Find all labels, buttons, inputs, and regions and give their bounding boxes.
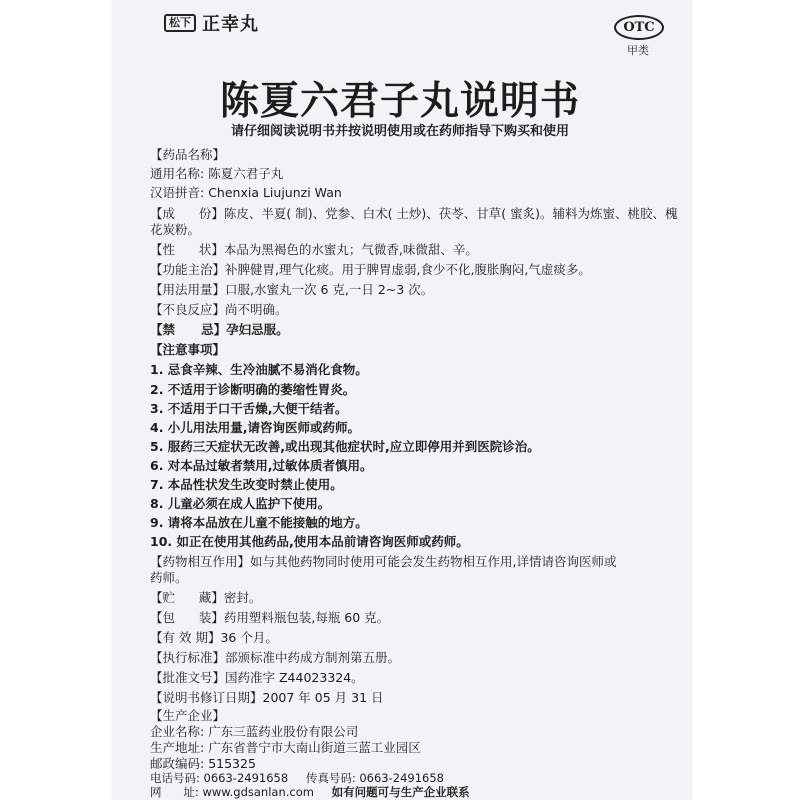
generic-name-value: 陈夏六君子丸 bbox=[208, 166, 284, 181]
interactions-value: 如与其他药物同时使用可能会发生药物相互作用,详情请咨询医师或 bbox=[250, 554, 617, 569]
ingredients-row bbox=[150, 206, 678, 222]
package-row bbox=[150, 610, 389, 626]
package-label: 【包 装】 bbox=[150, 610, 224, 625]
precaution-item: 10. 如正在使用其他药品,使用本品前请咨询医师或药师。 bbox=[150, 534, 469, 549]
drug-name-heading: 【药品名称】 bbox=[150, 147, 226, 162]
generic-name-label: 通用名称: bbox=[150, 166, 205, 181]
web-row bbox=[150, 784, 470, 800]
interactions-row bbox=[150, 554, 617, 570]
properties-label: 【性 状】 bbox=[150, 242, 224, 257]
address-row bbox=[150, 740, 421, 756]
interactions-label: 【药物相互作用】 bbox=[150, 554, 251, 569]
precaution-item: 6. 对本品过敏者禁用,过敏体质者慎用。 bbox=[150, 458, 373, 473]
company-row bbox=[150, 724, 358, 740]
dosage-row bbox=[150, 282, 433, 298]
pinyin-row bbox=[150, 185, 342, 201]
adverse-row bbox=[150, 302, 288, 318]
precaution-item: 7. 本品性状发生改变时禁止使用。 bbox=[150, 477, 343, 492]
company-value: 广东三蓝药业股份有限公司 bbox=[208, 724, 359, 739]
indications-label: 【功能主治】 bbox=[150, 262, 226, 277]
precaution-item: 4. 小儿用法用量,请咨询医师或药师。 bbox=[150, 420, 361, 435]
approval-label: 【批准文号】 bbox=[150, 670, 226, 685]
storage-label: 【贮 藏】 bbox=[150, 590, 224, 605]
revision-label: 【说明书修订日期】 bbox=[150, 690, 263, 705]
brand-name: 正幸丸 bbox=[202, 14, 259, 35]
web-value: www.gdsanlan.com bbox=[202, 785, 314, 799]
footer-note: 如有问题可与生产企业联系 bbox=[331, 785, 470, 799]
brand-logo bbox=[164, 12, 259, 34]
indications-row bbox=[150, 262, 591, 278]
standard-value: 部颁标准中药成方制剂第五册。 bbox=[225, 650, 401, 665]
revision-value: 2007 年 05 月 31 日 bbox=[262, 690, 384, 705]
dosage-value: 口服,水蜜丸一次 6 克,一日 2~3 次。 bbox=[225, 282, 434, 297]
company-label: 企业名称: bbox=[150, 724, 205, 739]
validity-label: 【有 效 期】 bbox=[150, 630, 221, 645]
precaution-item: 1. 忌食辛辣、生冷油腻不易消化食物。 bbox=[150, 362, 368, 377]
storage-value: 密封。 bbox=[223, 590, 262, 605]
storage-row bbox=[150, 590, 261, 606]
generic-name-row bbox=[150, 166, 283, 182]
precaution-item: 2. 不适用于诊断明确的萎缩性胃炎。 bbox=[150, 382, 356, 397]
phone-label: 电话号码: bbox=[150, 771, 200, 785]
precautions-heading: 【注意事项】 bbox=[150, 342, 226, 357]
precaution-item: 8. 儿童必须在成人监护下使用。 bbox=[150, 496, 331, 511]
web-label: 网 址: bbox=[150, 785, 199, 799]
validity-row bbox=[150, 630, 278, 646]
postal-value: 515325 bbox=[208, 756, 256, 771]
standard-row bbox=[150, 650, 400, 666]
postal-label: 邮政编码: bbox=[150, 756, 205, 771]
precaution-item: 5. 服药三天症状无改善,或出现其他症状时,应立即停用并到医院诊治。 bbox=[150, 439, 540, 454]
approval-value: 国药准字 Z44023324。 bbox=[225, 670, 364, 685]
phone-value: 0663-2491658 bbox=[203, 771, 289, 785]
approval-row bbox=[150, 670, 364, 686]
fax-label: 传真号码: bbox=[305, 771, 356, 785]
brand-mark: 松下 bbox=[164, 14, 196, 32]
contraindications-value: 孕妇忌服。 bbox=[226, 322, 289, 337]
precaution-item: 3. 不适用于口干舌燥,大便干结者。 bbox=[150, 401, 348, 416]
revision-row bbox=[150, 690, 384, 706]
package-value: 药用塑料瓶包装,每瓶 60 克。 bbox=[223, 610, 390, 625]
precaution-item: 9. 请将本品放在儿童不能接触的地方。 bbox=[150, 515, 368, 530]
ingredients-label: 【成 份】 bbox=[150, 206, 224, 221]
contraindications-label: 【禁 忌】 bbox=[150, 322, 227, 337]
adverse-label: 【不良反应】 bbox=[150, 302, 226, 317]
otc-class: 甲类 bbox=[627, 44, 649, 57]
page-title: 陈夏六君子丸说明书 bbox=[219, 79, 580, 124]
contraindications-row bbox=[150, 322, 289, 338]
validity-value: 36 个月。 bbox=[220, 630, 278, 645]
standard-label: 【执行标准】 bbox=[150, 650, 226, 665]
pinyin-label: 汉语拼音: bbox=[150, 185, 205, 200]
pinyin-value: Chenxia Liujunzi Wan bbox=[208, 185, 342, 200]
address-label: 生产地址: bbox=[150, 740, 205, 755]
otc-badge: OTC bbox=[614, 15, 664, 40]
ingredients-value: 陈皮、半夏( 制)、党参、白术( 土炒)、茯苓、甘草( 蜜炙)。辅料为炼蜜、桃胶、槐 bbox=[223, 206, 678, 221]
manufacturer-heading: 【生产企业】 bbox=[150, 708, 226, 723]
interactions-cont: 药师。 bbox=[150, 570, 188, 585]
adverse-value: 尚不明确。 bbox=[225, 302, 288, 317]
properties-row bbox=[150, 242, 478, 258]
indications-value: 补脾健胃,理气化痰。用于脾胃虚弱,食少不化,腹胀胸闷,气虚痰多。 bbox=[225, 262, 591, 277]
properties-value: 本品为黑褐色的水蜜丸；气微香,味微甜、辛。 bbox=[223, 242, 478, 257]
dosage-label: 【用法用量】 bbox=[150, 282, 226, 297]
fax-value: 0663-2491658 bbox=[359, 771, 444, 785]
ingredients-cont: 花炭粉。 bbox=[150, 222, 201, 237]
page-subtitle: 请仔细阅读说明书并按说明使用或在药师指导下购买和使用 bbox=[230, 124, 569, 139]
address-value: 广东省普宁市大南山街道三蓝工业园区 bbox=[208, 740, 421, 755]
